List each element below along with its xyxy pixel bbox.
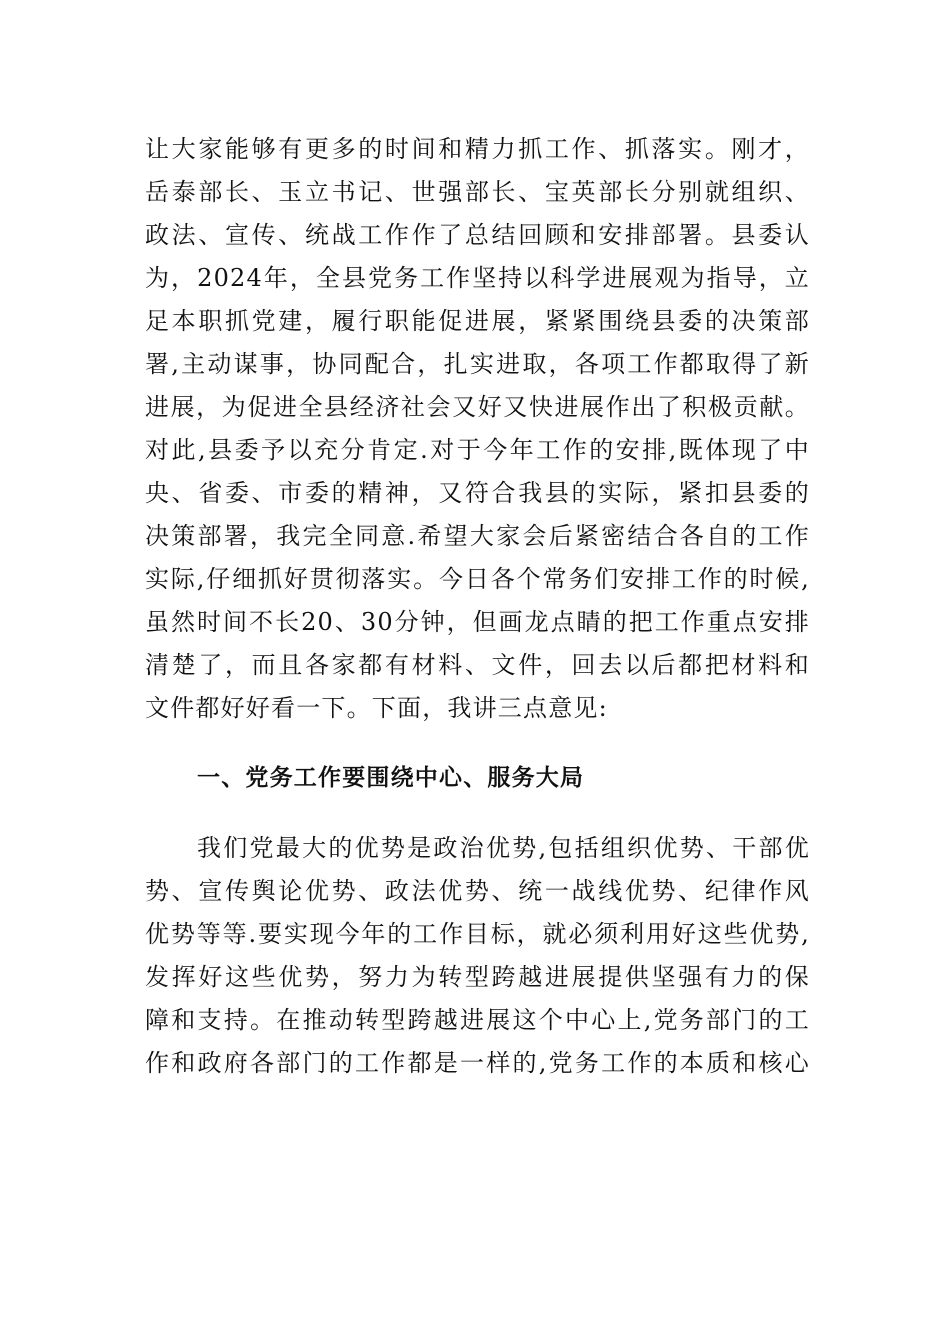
section-heading: 一、党务工作要围绕中心、服务大局 xyxy=(197,765,585,791)
paragraph-1 xyxy=(145,128,810,730)
paragraph-line: 优势等等.要实现今年的工作目标，就必须利用好这些优势, xyxy=(145,920,810,948)
paragraph-line: 文件都好好看一下。下面，我讲三点意见: xyxy=(145,694,608,722)
paragraph-line: 让大家能够有更多的时间和精力抓工作、抓落实。刚才， xyxy=(145,135,810,163)
paragraph-line: 障和支持。在推动转型跨越进展这个中心上,党务部门的工 xyxy=(145,1006,810,1034)
paragraph-line: 央、省委、市委的精神，又符合我县的实际，紧扣县委的 xyxy=(145,479,810,507)
paragraph-line: 对此,县委予以充分肯定.对于今年工作的安排,既体现了中 xyxy=(145,436,810,464)
paragraph-line: 政法、宣传、统战工作作了总结回顾和安排部署。县委认 xyxy=(145,221,810,249)
paragraph-line: 势、宣传舆论优势、政法优势、统一战线优势、纪律作风 xyxy=(145,877,810,905)
paragraph-line: 岳泰部长、玉立书记、世强部长、宝英部长分别就组织、 xyxy=(145,178,810,206)
paragraph-line: 清楚了，而且各家都有材料、文件，回去以后都把材料和 xyxy=(145,651,810,679)
paragraph-line: 我们党最大的优势是政治优势,包括组织优势、干部优 xyxy=(197,834,810,862)
paragraph-line: 决策部署，我完全同意.希望大家会后紧密结合各自的工作 xyxy=(145,522,810,550)
paragraph-2 xyxy=(145,827,810,1085)
paragraph-line: 实际,仔细抓好贯彻落实。今日各个常务们安排工作的时候, xyxy=(145,565,810,593)
paragraph-line: 署,主动谋事，协同配合，扎实进取，各项工作都取得了新 xyxy=(145,350,810,378)
document-body xyxy=(145,128,810,1085)
paragraph-line: 虽然时间不长20、30分钟，但画龙点睛的把工作重点安排 xyxy=(145,608,810,636)
paragraph-line: 发挥好这些优势，努力为转型跨越进展提供坚强有力的保 xyxy=(145,963,810,991)
paragraph-line: 进展，为促进全县经济社会又好又快进展作出了积极贡献。 xyxy=(145,393,810,421)
paragraph-line: 作和政府各部门的工作都是一样的,党务工作的本质和核心 xyxy=(145,1049,810,1077)
paragraph-line: 足本职抓党建，履行职能促进展，紧紧围绕县委的决策部 xyxy=(145,307,810,335)
paragraph-line: 为，2024年，全县党务工作坚持以科学进展观为指导，立 xyxy=(145,264,810,292)
